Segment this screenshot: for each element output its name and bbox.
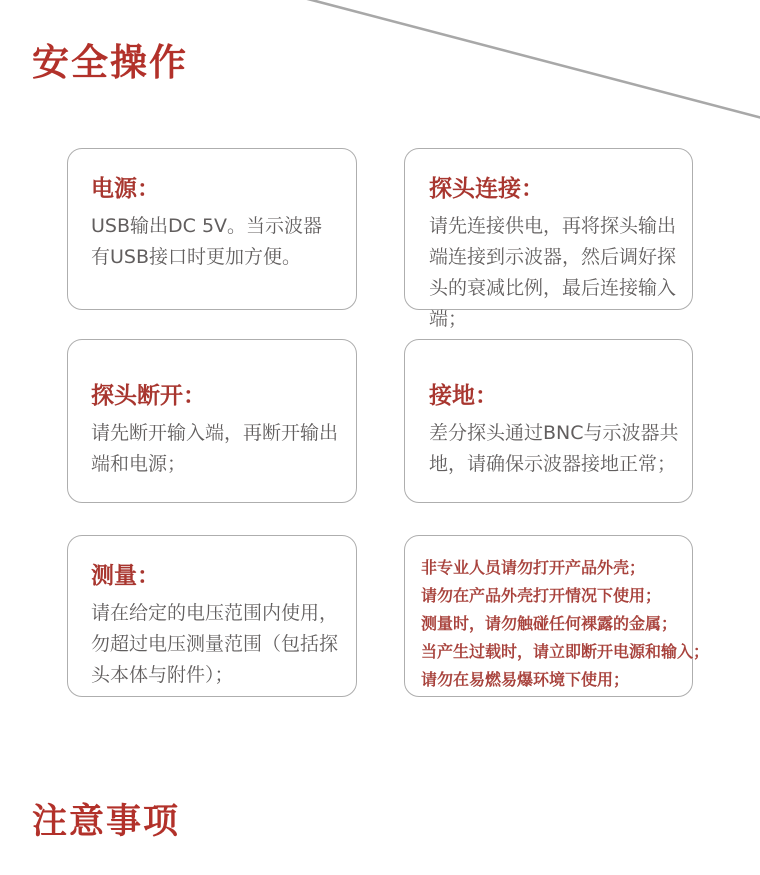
- warning-line: 测量时，请勿触碰任何裸露的金属；: [421, 614, 678, 633]
- card-power: [67, 148, 357, 310]
- page-title-precautions: 注意事项: [32, 802, 181, 842]
- card-power-body: USB输出DC 5V。当示波器有USB接口时更加方便。: [91, 214, 323, 268]
- card-probe-disconnect-body: 请先断开输入端，再断开输出端和电源；: [91, 421, 339, 475]
- card-warnings: [404, 535, 710, 697]
- card-measurement-title: 测量：: [91, 563, 160, 589]
- warning-line: 请勿在易燃易爆环境下使用；: [421, 670, 630, 689]
- card-grounding: [404, 339, 693, 503]
- card-probe-disconnect: [67, 339, 357, 503]
- card-probe-disconnect-title: 探头断开：: [91, 383, 206, 409]
- card-grounding-title: 接地：: [429, 383, 498, 409]
- warning-line: 请勿在产品外壳打开情况下使用；: [421, 586, 662, 605]
- card-probe-connect-body: 请先连接供电，再将探头输出端连接到示波器，然后调好探头的衰减比例，最后连接输入端；: [429, 214, 677, 330]
- card-grounding-body: 差分探头通过BNC与示波器共地，请确保示波器接地正常；: [429, 421, 679, 475]
- card-measurement-body: 请在给定的电压范围内使用，勿超过电压测量范围（包括探头本体与附件）；: [91, 601, 339, 686]
- warning-line: 当产生过载时，请立即断开电源和输入；: [421, 642, 710, 661]
- page-title-safety-operation: 安全操作: [32, 41, 188, 84]
- card-probe-connect-title: 探头连接：: [429, 176, 544, 202]
- card-power-title: 电源：: [91, 176, 160, 202]
- card-measurement: [67, 535, 357, 697]
- warning-line: 非专业人员请勿打开产品外壳；: [421, 558, 646, 577]
- card-probe-connect: [404, 148, 693, 330]
